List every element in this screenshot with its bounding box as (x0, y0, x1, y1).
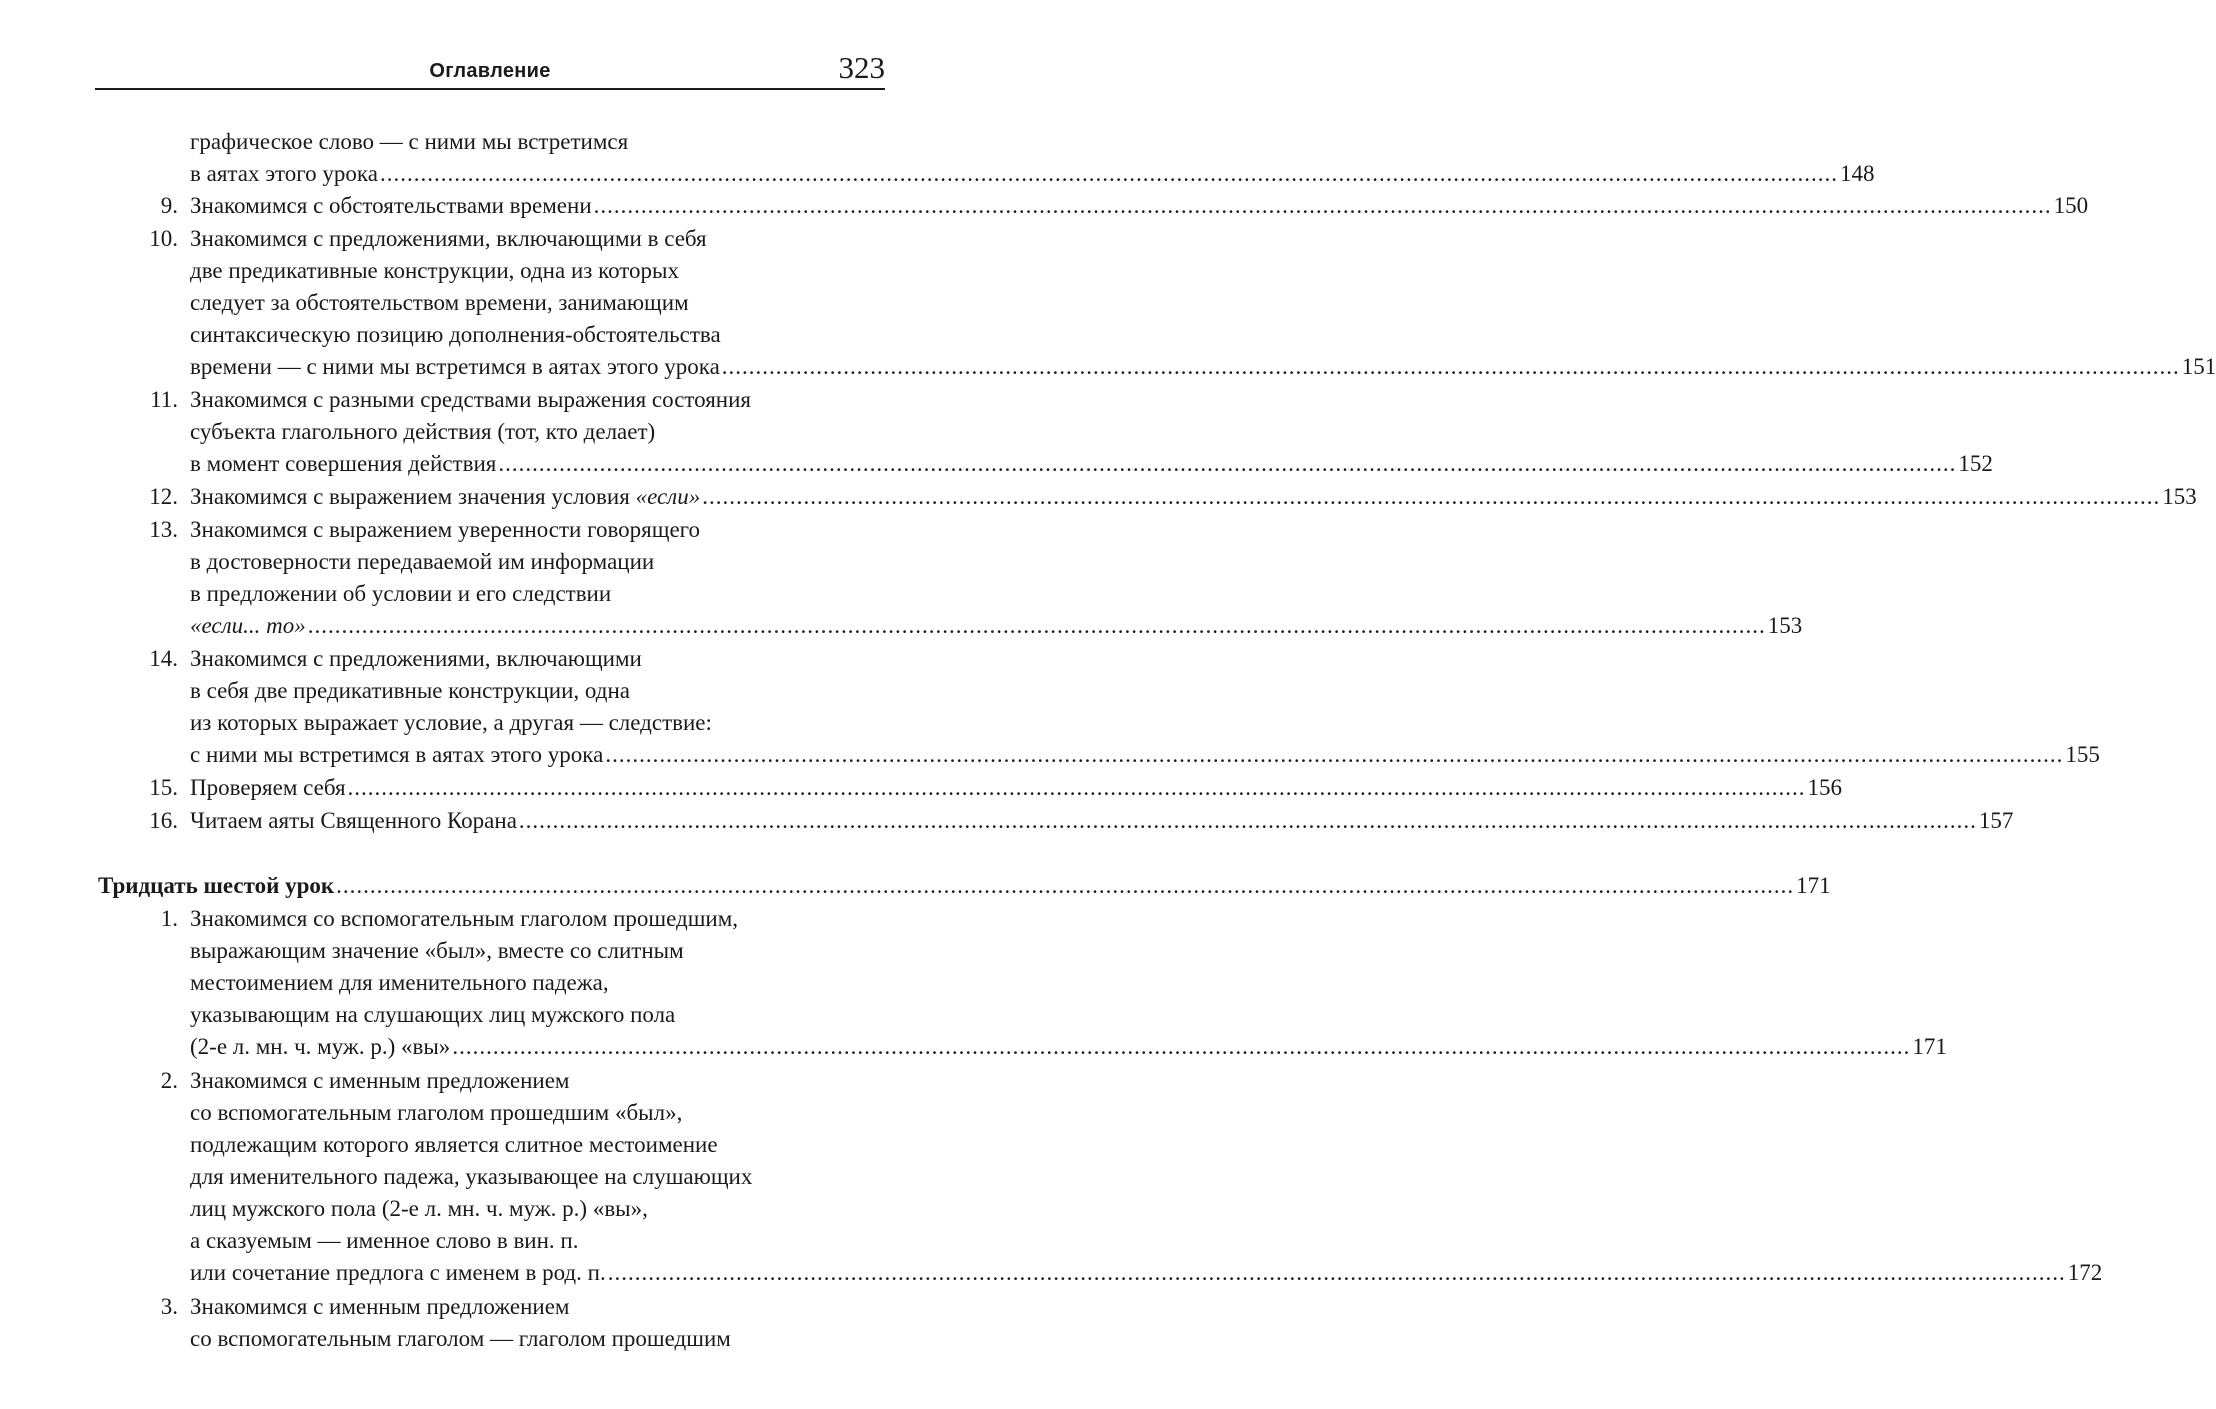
toc-entry-11[interactable] (0, 384, 1000, 416)
dot-leader: ........................................................................................................................................................................................................................ (452, 1034, 1911, 1059)
dot-leader: ........................................................................................................................................................................................................................ (702, 484, 2161, 509)
entry-page: 150 (2053, 193, 2089, 218)
toc-entry-11-line (0, 416, 1000, 448)
dot-leader: ........................................................................................................................................................................................................................ (593, 193, 2052, 218)
page-number: 323 (838, 50, 885, 85)
entry-text: а сказуемым — именное слово в вин. п. (190, 1228, 579, 1253)
entry-text: Знакомимся с предложениями, включающими в себя (190, 226, 707, 251)
dotted-leader-line (190, 772, 1843, 804)
entry-page: 171 (1796, 873, 1831, 898)
toc-entry-10-line (0, 287, 1000, 319)
toc-entry-10-line (0, 319, 1000, 351)
toc-entry-14-line (0, 739, 2100, 771)
entry-text: (2-е л. мн. ч. муж. р.) «вы» (190, 1034, 451, 1059)
entry-text: в предложении об условии и его следствии (190, 581, 612, 606)
toc-entry-continued-last (0, 158, 1875, 190)
toc-entry-13-line (0, 578, 1000, 610)
toc-entry-10-line (0, 255, 1000, 287)
entry-text: для именительного падежа, указывающее на слушающих (190, 1164, 753, 1189)
dot-leader: ........................................................................................................................................................................................................................ (347, 775, 1806, 800)
entry-number: 3. (160, 1294, 178, 1319)
toc-l36-entry-3-line (0, 1323, 1000, 1355)
toc-l36-entry-2-line (0, 1257, 2103, 1289)
dot-leader: ........................................................................................................................................................................................................................ (607, 1260, 2066, 1285)
entry-text: или сочетание предлога с именем в род. п. (190, 1260, 606, 1285)
toc-l36-entry-3[interactable] (0, 1291, 1000, 1323)
entry-page: 172 (2067, 1260, 2103, 1285)
dotted-leader-line (190, 1031, 1947, 1063)
entry-text: со вспомогательным глаголом прошедшим «был», (190, 1100, 683, 1125)
entry-text-italic: «если» (635, 484, 701, 509)
toc-entry-13-line (0, 546, 1000, 578)
entry-text: в себя две предикативные конструкции, одна (190, 678, 630, 703)
dot-leader: ........................................................................................................................................................................................................................ (307, 613, 1766, 638)
dotted-leader-line (190, 610, 1803, 642)
entry-text: Читаем аяты Священного Корана (190, 808, 517, 833)
dot-leader: ........................................................................................................................................................................................................................ (518, 808, 1977, 833)
entry-page: 153 (2162, 484, 2197, 509)
entry-text: в достоверности передаваемой им информации (190, 549, 655, 574)
entry-page: 171 (1912, 1034, 1947, 1059)
toc-l36-entry-1-line (0, 1031, 1947, 1063)
entry-number: 14. (149, 646, 178, 671)
dotted-leader-line (190, 805, 2014, 837)
entry-text-italic: «если... то» (190, 613, 306, 638)
dot-leader: ........................................................................................................................................................................................................................ (605, 742, 2064, 767)
toc-entry-14-line (0, 675, 1000, 707)
toc-l36-entry-2-line (0, 1193, 1000, 1225)
dot-leader: ........................................................................................................................................................................................................................ (336, 873, 1795, 898)
toc-entry-13[interactable] (0, 514, 1000, 546)
dotted-leader-line (190, 739, 2100, 771)
entry-page: 155 (2065, 742, 2100, 767)
lesson-title: Тридцать шестой урок (98, 873, 335, 898)
entry-text: Знакомимся с предложениями, включающими (190, 646, 642, 671)
entry-text: следует за обстоятельством времени, занимающим (190, 290, 689, 315)
dotted-leader-line (190, 190, 2089, 222)
entry-text: синтаксическую позицию дополнения-обстоятельства (190, 322, 721, 347)
dot-leader: ........................................................................................................................................................................................................................ (379, 161, 1838, 186)
entry-text: субъекта глагольного действия (тот, кто делает) (190, 419, 656, 444)
dotted-leader-line (190, 448, 1993, 480)
entry-text: подлежащим которого является слитное местоимение (190, 1132, 718, 1157)
toc-entry-10[interactable] (0, 223, 1000, 255)
entry-text: с ними мы встретимся в аятах этого урока (190, 742, 604, 767)
toc-l36-entry-1-line (0, 935, 1000, 967)
entry-text: Знакомимся с выражением уверенности говорящего (190, 517, 701, 542)
entry-text: Знакомимся с именным предложением (190, 1068, 570, 1093)
entry-page: 152 (1958, 451, 1993, 476)
entry-text: Проверяем себя (190, 775, 346, 800)
toc-l36-entry-2-line (0, 1161, 1000, 1193)
entry-text: выражающим значение «был», вместе со слитным (190, 938, 684, 963)
entry-text: времени — с ними мы встретимся в аятах этого урока (190, 354, 720, 379)
toc-l36-entry-2-line (0, 1225, 1000, 1257)
toc-entry-10-line (0, 351, 2216, 383)
entry-text: Знакомимся с именным предложением (190, 1294, 570, 1319)
entry-text: в аятах этого урока (190, 161, 378, 186)
entry-page: 156 (1807, 775, 1843, 800)
toc-l36-entry-1-line (0, 967, 1000, 999)
toc-lesson-36[interactable] (0, 870, 1831, 902)
entry-page: 157 (1978, 808, 2014, 833)
toc-entry-15[interactable] (0, 772, 1843, 804)
toc-l36-entry-2-line (0, 1129, 1000, 1161)
entry-number: 15. (149, 775, 178, 800)
toc-entry-13-line (0, 610, 1803, 642)
dot-leader: ........................................................................................................................................................................................................................ (721, 354, 2180, 379)
entry-number: 13. (149, 517, 178, 542)
toc-l36-entry-2-line (0, 1097, 1000, 1129)
toc-l36-entry-2[interactable] (0, 1065, 1000, 1097)
running-title: Оглавление (429, 60, 551, 82)
entry-text: указывающим на слушающих лиц мужского пола (190, 1002, 676, 1027)
entry-number: 16. (149, 808, 178, 833)
toc-entry-continued (0, 126, 1000, 158)
entry-text: в момент совершения действия (190, 451, 497, 476)
entry-text: графическое слово — с ними мы встретимся (190, 129, 629, 154)
dot-leader: ........................................................................................................................................................................................................................ (498, 451, 1957, 476)
entry-text: две предикативные конструкции, одна из которых (190, 258, 679, 283)
toc-entry-16[interactable] (0, 805, 2014, 837)
entry-text: из которых выражает условие, а другая — следствие: (190, 710, 712, 735)
entry-text: местоимением для именительного падежа, (190, 970, 609, 995)
dotted-leader-line (98, 870, 1831, 902)
toc-entry-12[interactable] (0, 481, 2197, 513)
entry-page: 153 (1767, 613, 1803, 638)
entry-number: 1. (160, 906, 178, 931)
entry-number: 12. (149, 484, 178, 509)
entry-text: Знакомимся с разными средствами выражения состояния (190, 387, 751, 412)
entry-text-wrap (190, 481, 700, 513)
toc-entry-9[interactable] (0, 190, 2089, 222)
entry-page: 151 (2181, 354, 2216, 379)
toc-entry-14[interactable] (0, 643, 1000, 675)
entry-number: 11. (150, 387, 178, 412)
toc-l36-entry-1[interactable] (0, 903, 1000, 935)
toc-l36-entry-1-line (0, 999, 1000, 1031)
entry-number: 9. (160, 193, 178, 218)
entry-number: 2. (160, 1068, 178, 1093)
entry-text: Знакомимся со вспомогательным глаголом прошедшим, (190, 906, 739, 931)
entry-text: лиц мужского пола (2-е л. мн. ч. муж. р.) «вы», (190, 1196, 648, 1221)
entry-text: Знакомимся с обстоятельствами времени (190, 193, 592, 218)
entry-page: 148 (1839, 161, 1875, 186)
dotted-leader-line (190, 481, 2197, 513)
toc-entry-11-line (0, 448, 1993, 480)
dotted-leader-line (190, 351, 2216, 383)
toc-entry-14-line (0, 707, 1000, 739)
entry-number: 10. (149, 226, 178, 251)
dotted-leader-line (190, 158, 1875, 190)
entry-text: со вспомогательным глаголом — глаголом прошедшим (190, 1326, 731, 1351)
entry-text: Знакомимся с выражением значения условия (190, 484, 636, 509)
dotted-leader-line (190, 1257, 2103, 1289)
